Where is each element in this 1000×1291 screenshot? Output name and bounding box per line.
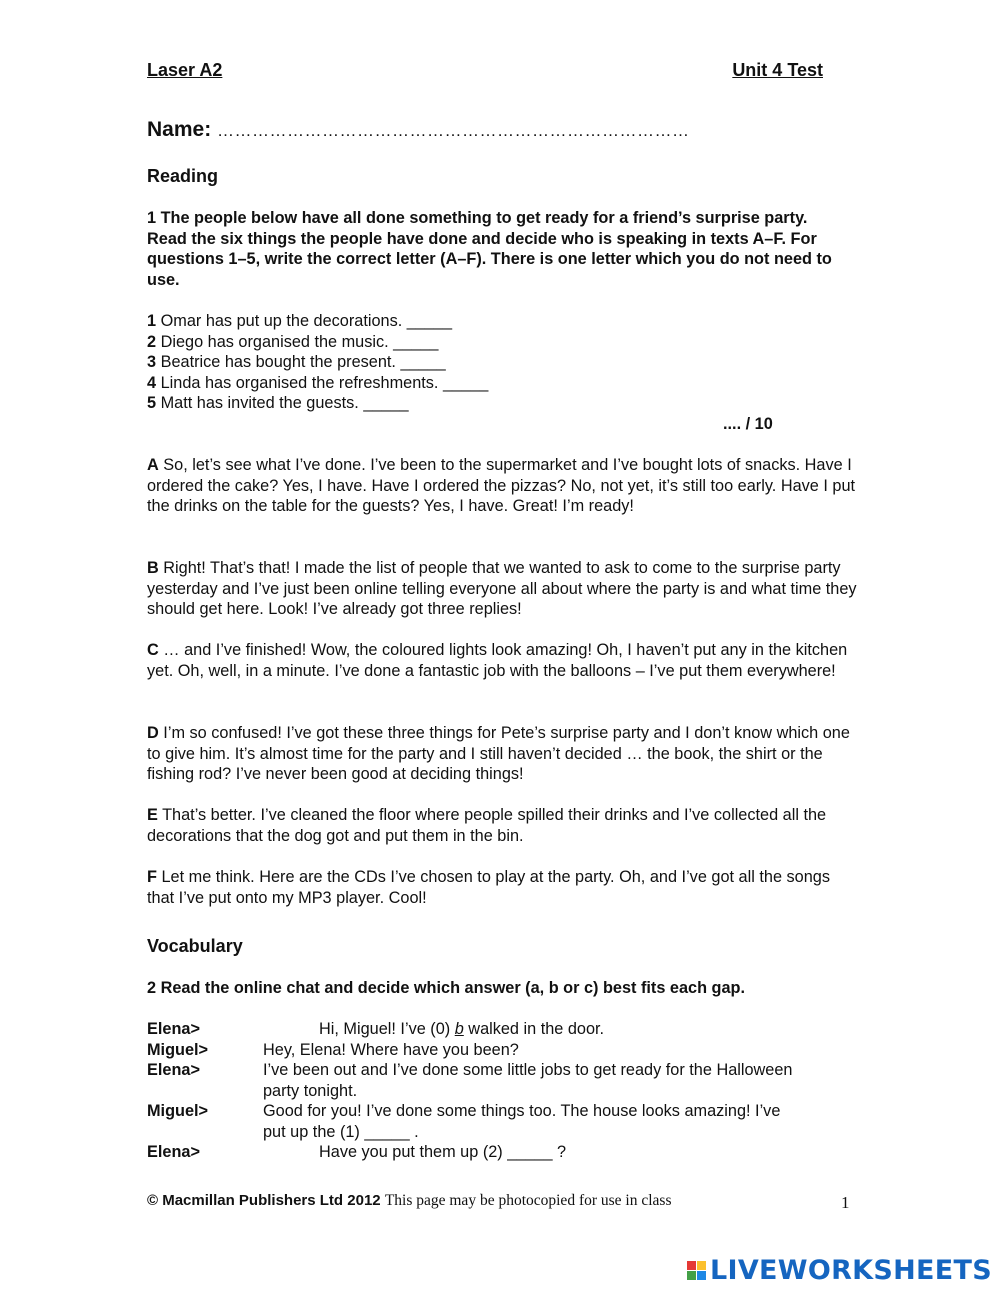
question-text: Beatrice has bought the present. _____ xyxy=(160,353,446,371)
name-dots: ……………………………………………………………………… xyxy=(217,121,690,140)
question-number: 4 xyxy=(147,373,157,392)
question-item xyxy=(147,373,488,394)
chat-speaker: Elena> xyxy=(147,1020,200,1038)
logo-text: LIVEWORKSHEETS xyxy=(709,1255,992,1286)
chat-text: Good for you! I’ve done some things too. The house looks amazing! I’ve xyxy=(263,1102,781,1120)
text-c xyxy=(147,640,857,681)
logo-block xyxy=(697,1261,706,1270)
text-body: I’m so confused! I’ve got these three things for Pete’s surprise party and I don’t know which one to give him. It’s almost time for the party and I still haven’t decided … the book, the shirt or the fishing rod? I’ve never been good at deciding things! xyxy=(147,724,850,783)
question-item xyxy=(147,332,488,353)
text-letter: E xyxy=(147,806,158,824)
question-number: 3 xyxy=(147,353,157,371)
text-a xyxy=(147,455,857,517)
question-text: Matt has invited the guests. _____ xyxy=(160,394,409,412)
text-body: That’s better. I’ve cleaned the floor where people spilled their drinks and I’ve collected all the decorations that the dog got and put them in the bin. xyxy=(147,806,827,845)
text-letter: C xyxy=(147,641,159,659)
liveworksheets-logo[interactable] xyxy=(687,1255,992,1286)
page-number: 1 xyxy=(841,1193,850,1212)
chat-speaker: Miguel> xyxy=(147,1040,209,1059)
text-d xyxy=(147,723,857,785)
chat-text: walked in the door. xyxy=(463,1020,605,1038)
logo-icon xyxy=(687,1261,706,1280)
logo-block xyxy=(697,1271,706,1280)
chat-text: Hi, Miguel! I’ve (0) xyxy=(319,1020,455,1038)
photocopy-note: This page may be photocopied for use in class xyxy=(384,1192,672,1209)
vocabulary-instruction: 2 Read the online chat and decide which answer (a, b or c) best fits each gap. xyxy=(147,979,746,997)
chat-text: Hey, Elena! Where have you been? xyxy=(263,1040,519,1059)
unit-title: Unit 4 Test xyxy=(732,60,823,80)
chat-speaker: Elena> xyxy=(147,1143,200,1161)
chat-row xyxy=(147,1142,867,1163)
text-e xyxy=(147,805,857,846)
question-number: 5 xyxy=(147,394,157,412)
text-letter: A xyxy=(147,456,159,474)
reading-instruction: 1 The people below have all done something to get ready for a friend’s surprise party. Read the six things the people have done and decide who is speaking in texts A–F. For questions 1–5, write the correct letter (A–F). There is one letter which you do not need to use. xyxy=(147,209,832,289)
text-letter: F xyxy=(147,868,157,886)
chat-speaker: Miguel> xyxy=(147,1102,209,1120)
footer-note xyxy=(147,1192,672,1210)
chat-text-continued: put up the (1) _____ . xyxy=(263,1122,419,1141)
text-body: Let me think. Here are the CDs I’ve chosen to play at the party. Oh, and I’ve got all the songs that I’ve put onto my MP3 player. Cool! xyxy=(147,868,830,907)
text-body: … and I’ve finished! Wow, the coloured lights look amazing! Oh, I haven’t put any in the kitchen yet. Oh, well, in a minute. I’ve done a fantastic job with the balloons – I’ve put them everywhere! xyxy=(147,641,848,680)
logo-block xyxy=(687,1261,696,1270)
question-item xyxy=(147,311,488,332)
question-text: Diego has organised the music. _____ xyxy=(160,332,439,351)
chat-text: I’ve been out and I’ve done some little jobs to get ready for the Halloween xyxy=(263,1061,793,1079)
name-label: Name: xyxy=(147,118,212,141)
text-letter: B xyxy=(147,559,159,577)
example-answer: b xyxy=(454,1020,464,1038)
chat-row xyxy=(147,1019,867,1040)
text-b xyxy=(147,558,857,620)
chat-speaker: Elena> xyxy=(147,1061,200,1079)
logo-block xyxy=(687,1271,696,1280)
course-title: Laser A2 xyxy=(147,60,223,80)
question-item xyxy=(147,352,488,373)
text-letter: D xyxy=(147,724,159,742)
score-box: .... / 10 xyxy=(723,415,773,433)
question-list xyxy=(147,311,488,414)
chat-row xyxy=(147,1101,867,1122)
chat-text-continued: party tonight. xyxy=(263,1081,358,1100)
text-body: So, let’s see what I’ve done. I’ve been to the supermarket and I’ve bought lots of snacks. Have I ordered the cake? Yes, I have. Have I ordered the pizzas? No, not yet, it’s still too early. Have I put the drinks on the table for the guests? Yes, I have. Great! I’m ready! xyxy=(147,456,856,515)
chat-text: Have you put them up (2) _____ ? xyxy=(319,1143,567,1161)
question-text: Linda has organised the refreshments. _____ xyxy=(160,373,489,392)
reading-heading: Reading xyxy=(147,166,219,186)
name-line xyxy=(147,118,690,142)
chat-log xyxy=(147,1019,867,1163)
text-body: Right! That’s that! I made the list of people that we wanted to ask to come to the surprise party yesterday and I’ve just been online telling everyone all about where the party is and what time they should get here. Look! I’ve already got three replies! xyxy=(147,559,857,618)
question-number: 2 xyxy=(147,332,157,351)
chat-row xyxy=(147,1060,867,1081)
question-number: 1 xyxy=(147,312,157,330)
question-item xyxy=(147,393,488,414)
vocabulary-heading: Vocabulary xyxy=(147,936,243,956)
text-f xyxy=(147,867,857,908)
chat-row xyxy=(147,1040,867,1061)
copyright: © Macmillan Publishers Ltd 2012 xyxy=(147,1192,381,1209)
question-text: Omar has put up the decorations. _____ xyxy=(160,312,453,330)
